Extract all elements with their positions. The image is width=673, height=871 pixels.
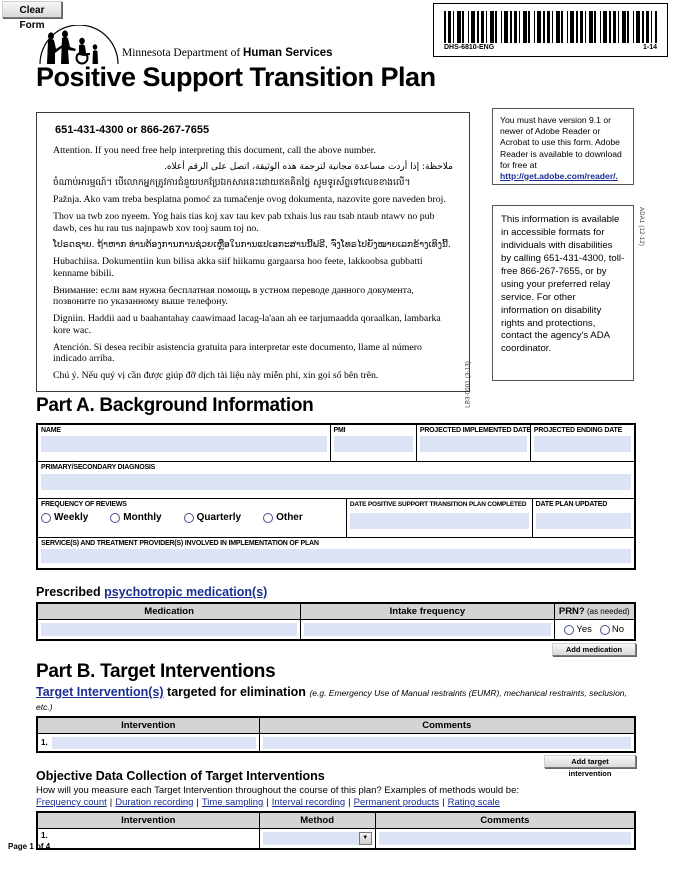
pmi-field[interactable] — [334, 436, 413, 452]
add-medication-button[interactable]: Add medication — [552, 643, 636, 656]
frequency-option-other[interactable] — [263, 512, 303, 523]
add-target-intervention-button[interactable]: Add target intervention — [544, 755, 636, 768]
medication-field[interactable] — [41, 623, 297, 636]
quarterly-label: Quarterly — [196, 512, 242, 523]
objective-question: How will you measure each Target Intervention throughout the course of this plan? Examples of methods would be: — [36, 785, 520, 796]
link-separator: | — [348, 797, 351, 808]
lang-line-vietnamese: Chú ý. Nếu quý vị cần được giúp đỡ dịch tài liệu này miễn phí, xin gọi số bên trên. — [53, 370, 379, 382]
prn-column-header — [554, 604, 634, 619]
method-links — [36, 797, 636, 808]
prescribed-label: Prescribed — [36, 585, 105, 599]
barcode-icon — [444, 11, 657, 43]
barcode-revision: 1-14 — [642, 44, 657, 51]
weekly-radio[interactable] — [41, 513, 51, 523]
language-box-form-code: LB3-0001 (3-13) — [466, 361, 472, 408]
lang-line-khmer: ចំណាប់អារម្មណ៍។ បើលោកអ្នកត្រូវការជំនួយបកប្រែឯកសារនេះដោយឥតគិតថ្លៃ សូមទូរស័ព្ទទៅលេខខាងលើ។ — [53, 178, 411, 189]
lang-line-bosnian: Pažnja. Ako vam treba besplatna pomoć za tumačenje ovog dokumenta, nazovite gore naveden broj. — [53, 194, 446, 206]
obj-comments-column-header: Comments — [375, 813, 634, 828]
medication-row — [38, 620, 634, 639]
adobe-reader-notice — [492, 108, 634, 185]
barcode-form-number: DHS-6810-ENG — [444, 44, 495, 51]
date-plan-updated-field[interactable] — [536, 513, 631, 529]
targeted-for-elimination-text: targeted for elimination — [163, 685, 306, 699]
page-number: Page 1 of 4 — [8, 842, 51, 851]
services-providers-label: SERVICE(S) AND TREATMENT PROVIDER(S) INVOLVED IN IMPLEMENTATION OF PLAN — [41, 540, 319, 547]
elim-intervention-field[interactable] — [52, 737, 256, 749]
frequency-option-quarterly[interactable] — [184, 512, 241, 523]
part-a-table — [36, 423, 636, 570]
obj-row-number: 1. — [41, 831, 48, 840]
prn-note: (as needed) — [584, 607, 630, 616]
link-separator: | — [266, 797, 269, 808]
ada-box-form-code: ADA1 (12-12) — [638, 207, 644, 247]
pmi-label: PMI — [333, 427, 346, 434]
projected-implemented-date-label: PROJECTED IMPLEMENTED DATE — [419, 427, 531, 434]
weekly-label: Weekly — [54, 512, 89, 523]
time-sampling-link[interactable]: Time sampling — [201, 797, 264, 808]
interval-recording-link[interactable]: Interval recording — [271, 797, 346, 808]
target-intervention-link[interactable]: Target Intervention(s) — [36, 685, 164, 699]
agency-name — [122, 47, 333, 59]
projected-ending-date-field[interactable] — [534, 436, 631, 452]
lang-line-somali: Digniin. Haddii aad u baahantahay caawimaad lacag-la'aan ah ee tarjumaadda qoraalkan, lambarka kore wac. — [53, 313, 441, 336]
link-separator: | — [196, 797, 199, 808]
frequency-option-monthly[interactable] — [110, 512, 161, 523]
prn-no-radio[interactable] — [600, 625, 610, 635]
part-b-heading: Part B. Target Interventions — [36, 661, 276, 682]
elimination-row — [38, 734, 634, 751]
prn-no-option[interactable] — [600, 624, 624, 635]
elimination-table — [36, 716, 636, 753]
lang-line-english: Attention. If you need free help interpreting this document, call the above number. — [53, 145, 376, 156]
projected-implemented-date-field[interactable] — [420, 436, 527, 452]
diagnosis-field[interactable] — [41, 474, 631, 490]
frequency-option-weekly[interactable] — [41, 512, 88, 523]
other-radio[interactable] — [263, 513, 273, 523]
method-dropdown-arrow-icon[interactable]: ▼ — [359, 832, 372, 845]
lang-line-hmong: Thov ua twb zoo nyeem. Yog hais tias koj xav tau kev pab txhais lus rau tsab ntaub ntawv no pub dawb, ces hu rau tus najnpawb xov tooj saum toj no. — [53, 211, 435, 234]
part-a-heading: Part A. Background Information — [36, 395, 314, 416]
name-field[interactable] — [41, 436, 327, 452]
clear-form-button[interactable]: Clear Form — [2, 1, 62, 18]
elim-row-number: 1. — [41, 738, 48, 747]
prn-no-label: No — [611, 624, 625, 635]
monthly-radio[interactable] — [110, 513, 120, 523]
lang-line-oromo: Hubachiisa. Dokumentiin kun bilisa akka siif hiikamu gargaarsa hoo feete, lakkoobsa gubbatti kenname bibili. — [53, 256, 423, 279]
diagnosis-label: PRIMARY/SECONDARY DIAGNOSIS — [41, 464, 156, 471]
medication-table — [36, 602, 636, 641]
prn-yes-option[interactable] — [564, 624, 592, 635]
date-plan-completed-field[interactable] — [350, 513, 529, 529]
lang-line-russian: Внимание: если вам нужна бесплатная помощь в устном переводе данного документа, позвоните по указанному выше телефону. — [53, 284, 414, 308]
intake-frequency-column-header: Intake frequency — [300, 604, 553, 619]
monthly-label: Monthly — [123, 512, 162, 523]
help-phone-numbers: 651-431-4300 or 866-267-7655 — [55, 124, 210, 136]
date-plan-completed-label: DATE POSITIVE SUPPORT TRANSITION PLAN COMPLETED — [349, 501, 527, 508]
lang-line-arabic: ملاحظة: إذا أردت مساعدة مجانية لترجمة هذه الوثيقة، اتصل على الرقم أعلاه. — [163, 162, 453, 173]
rating-scale-link[interactable]: Rating scale — [447, 797, 500, 808]
elim-comments-column-header: Comments — [259, 718, 634, 733]
services-providers-field[interactable] — [41, 549, 631, 563]
adobe-reader-link[interactable]: http://get.adobe.com/reader/. — [500, 170, 618, 181]
elimination-examples-note: (e.g. Emergency Use of Manual restraints (EUMR), mechanical restraints, seclusion, etc.) — [36, 688, 627, 712]
obj-method-column-header: Method — [259, 813, 375, 828]
objective-data-heading: Objective Data Collection of Target Interventions — [36, 769, 325, 783]
prn-yes-radio[interactable] — [564, 625, 574, 635]
prn-yes-label: Yes — [576, 624, 592, 635]
intake-frequency-field[interactable] — [304, 623, 550, 636]
link-separator: | — [442, 797, 445, 808]
medication-column-header: Medication — [144, 606, 194, 617]
quarterly-radio[interactable] — [184, 513, 194, 523]
psychotropic-medication-link[interactable]: psychotropic medication(s) — [104, 585, 268, 599]
method-dropdown[interactable] — [263, 832, 372, 845]
obj-comments-field[interactable] — [379, 832, 631, 845]
date-plan-updated-label: DATE PLAN UPDATED — [535, 501, 608, 508]
frequency-count-link[interactable]: Frequency count — [36, 797, 107, 808]
lang-line-spanish: Atención. Si desea recibir asistencia gratuita para interpretar este documento, llame al número indicado arriba. — [53, 341, 422, 365]
barcode-box — [433, 3, 668, 57]
name-label: NAME — [41, 427, 61, 434]
target-intervention-subheading — [36, 685, 636, 713]
frequency-of-reviews-label: FREQUENCY OF REVIEWS — [41, 501, 127, 508]
objective-row — [38, 829, 634, 848]
adobe-notice-text: You must have version 9.1 or newer of Adobe Reader or Acrobat to use this form. Adobe Reader is available to download for free at — [500, 115, 622, 170]
dhs-logo-icon — [38, 25, 120, 65]
other-label: Other — [276, 512, 303, 523]
objective-table — [36, 811, 636, 850]
permanent-products-link[interactable]: Permanent products — [353, 797, 440, 808]
elim-intervention-column-header: Intervention — [121, 720, 176, 731]
prn-label: PRN? — [558, 606, 585, 617]
ada-accessibility-notice: This information is available in accessible formats for individuals with disabilities by calling 651-431-4300, toll-free 866-267-7655, or by using your preferred relay service. For other information on disability rights and protections, contact the agency's ADA coordinator. — [492, 205, 634, 381]
medication-section-heading — [36, 585, 636, 599]
page-title: Positive Support Transition Plan — [36, 62, 436, 92]
duration-recording-link[interactable]: Duration recording — [115, 797, 194, 808]
agency-prefix: Minnesota Department of — [122, 47, 244, 59]
link-separator: | — [109, 797, 113, 808]
obj-intervention-column-header: Intervention — [121, 815, 176, 826]
elim-comments-field[interactable] — [263, 737, 631, 749]
projected-ending-date-label: PROJECTED ENDING DATE — [533, 427, 623, 434]
agency-bold: Human Services — [243, 47, 333, 59]
lang-line-lao: ໂປຣດຊາບ. ຖ້າຫາກ ທ່ານຕ້ອງການການຊ່ວຍເຫຼືອໃນການແປເອກະສານນີ້ຟຣີ, ຈົ່ງໂທຣໄປຍັງໝາຍເລກຂ້າງເທິງນີ້. — [53, 239, 451, 250]
